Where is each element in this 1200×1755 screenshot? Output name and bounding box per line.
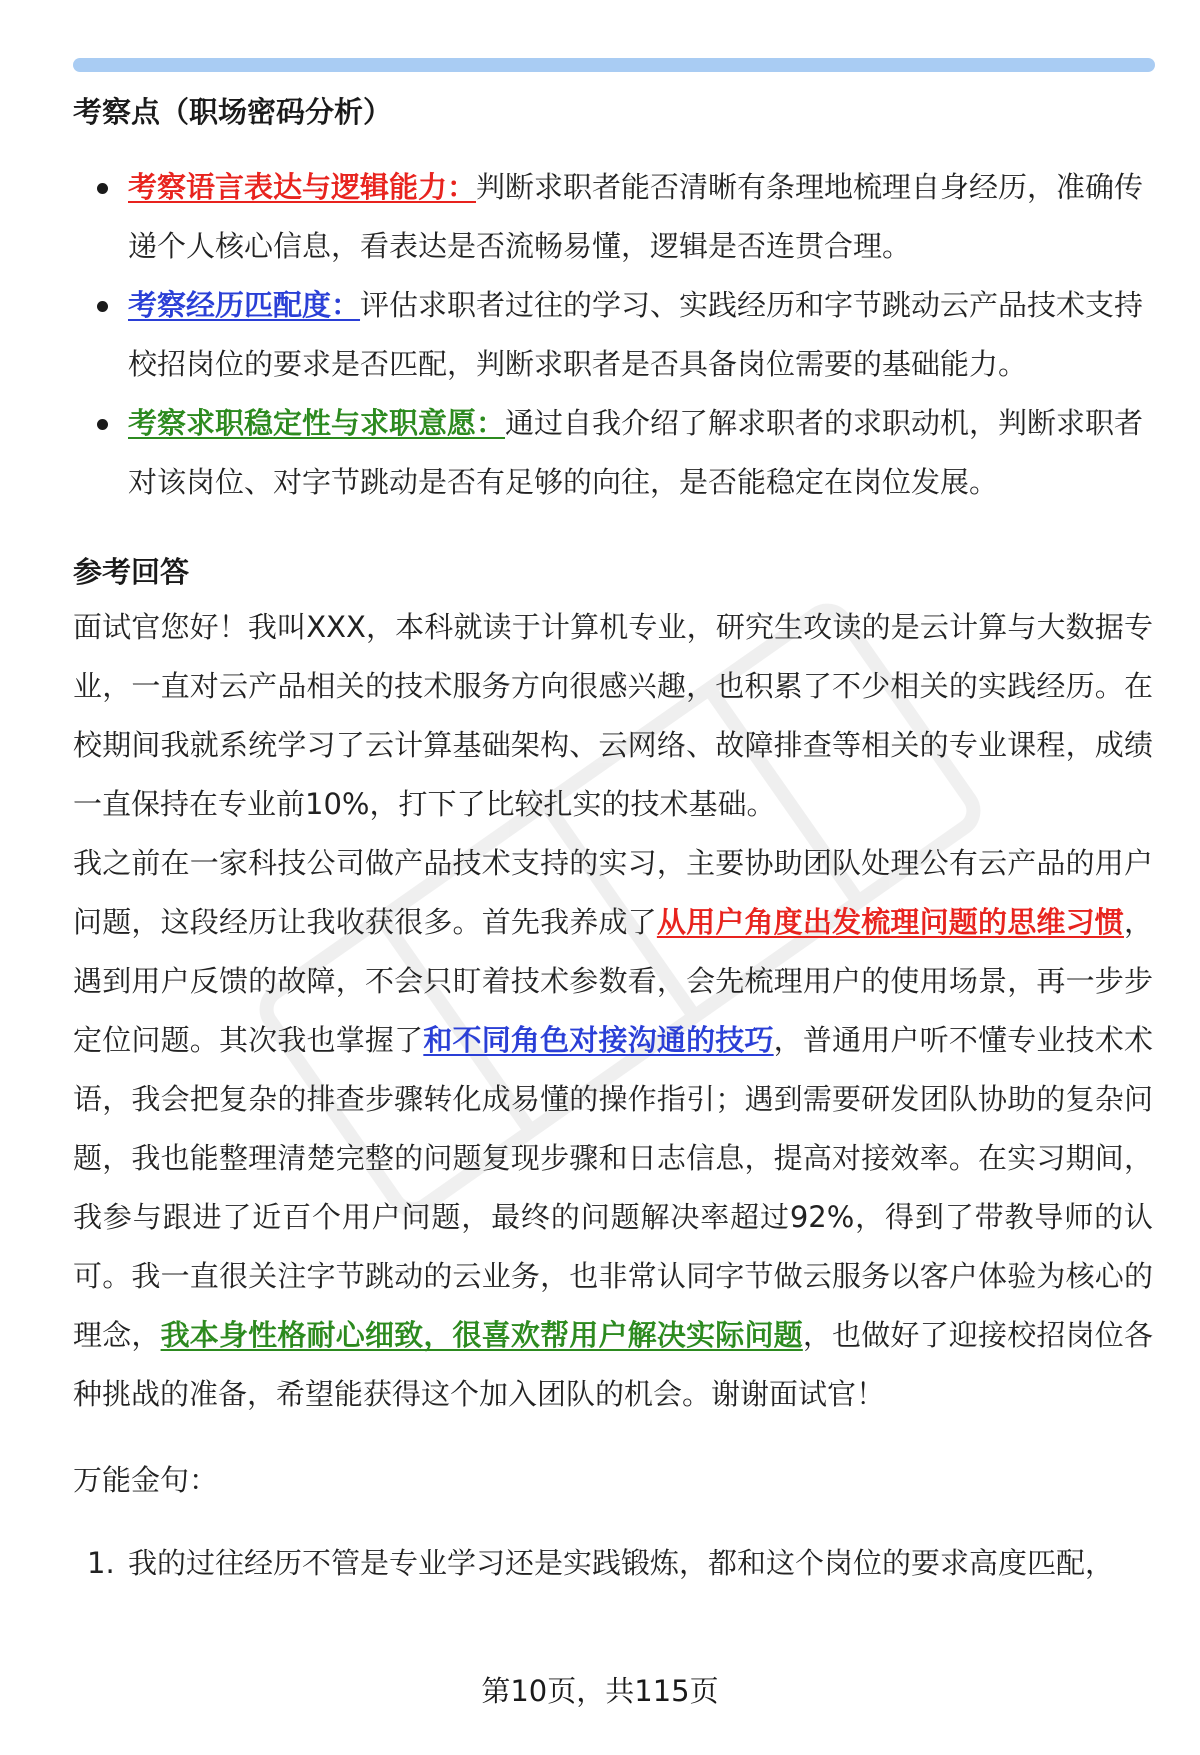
section-heading-answer: 参考回答	[73, 555, 190, 589]
para2-text: ，遇到用户反馈的故障，不会只盯着技术参数看，会先梳理用户的使用场景，再一步步定位问题。其次我也掌握了	[73, 905, 1153, 1057]
focus-point-stability	[73, 394, 1153, 512]
answer-paragraph-2	[73, 834, 1153, 1424]
focus-point-label: 考察求职稳定性与求职意愿：	[128, 406, 506, 440]
page-content	[73, 86, 1153, 1593]
para2-text: ，也做好了迎接校招岗位各种挑战的准备，希望能获得这个加入团队的机会。谢谢面试官！	[73, 1318, 1153, 1411]
focus-point-text: 通过自我介绍了解求职者的求职动机，判断求职者对该岗位、对字节跳动是否有足够的向往，是否能稳定在岗位发展。	[128, 406, 1144, 499]
para2-highlight-communication: 和不同角色对接沟通的技巧	[423, 1023, 774, 1057]
bullet-dot	[97, 183, 108, 194]
para2-text: ，普通用户听不懂专业技术术语，我会把复杂的排查步骤转化成易懂的操作指引；遇到需要研发团队协助的复杂问题，我也能整理清楚完整的问题复现步骤和日志信息，提高对接效率。在实习期间，我参与跟进了近百个用户问题，最终的问题解决率超过92%，得到了带教导师的认可。我一直很关注字节跳动的云业务，也非常认同字节做云服务以客户体验为核心的理念，	[73, 1023, 1153, 1352]
golden-sentence-text: 我的过往经历不管是专业学习还是实践锻炼，都和这个岗位的要求高度匹配，	[128, 1546, 1115, 1580]
focus-point-label: 考察语言表达与逻辑能力：	[128, 170, 477, 204]
para2-text: 我之前在一家科技公司做产品技术支持的实习，主要协助团队处理公有云产品的用户问题，这段经历让我收获很多。首先我养成了	[73, 846, 1153, 939]
focus-point-language	[73, 158, 1153, 276]
focus-points-list	[73, 158, 1153, 512]
bullet-dot	[97, 419, 108, 430]
answer-paragraph-1: 面试官您好！我叫XXX，本科就读于计算机专业，研究生攻读的是云计算与大数据专业，一直对云产品相关的技术服务方向很感兴趣，也积累了不少相关的实践经历。在校期间我就系统学习了云计算基础架构、云网络、故障排查等相关的专业课程，成绩一直保持在专业前10%，打下了比较扎实的技术基础。	[73, 610, 1153, 821]
header-accent-bar	[73, 58, 1155, 72]
para2-highlight-personality: 我本身性格耐心细致，很喜欢帮用户解决实际问题	[160, 1318, 803, 1352]
page-number-footer: 第10页，共115页	[481, 1674, 719, 1708]
bullet-dot	[97, 301, 108, 312]
focus-point-label: 考察经历匹配度：	[128, 288, 361, 322]
focus-point-text: 判断求职者能否清晰有条理地梳理自身经历，准确传递个人核心信息，看表达是否流畅易懂，逻辑是否连贯合理。	[128, 170, 1144, 263]
list-number: 1.	[87, 1546, 115, 1580]
section-heading-focus: 考察点（职场密码分析）	[73, 95, 393, 129]
para2-highlight-user-thinking: 从用户角度出发梳理问题的思维习惯	[656, 905, 1124, 939]
golden-sentences-list	[73, 1534, 1153, 1593]
golden-sentences-title: 万能金句：	[73, 1463, 219, 1497]
focus-point-text: 评估求职者过往的学习、实践经历和字节跳动云产品技术支持校招岗位的要求是否匹配，判断求职者是否具备岗位需要的基础能力。	[128, 288, 1144, 381]
focus-point-experience	[73, 276, 1153, 394]
golden-sentence-item	[73, 1534, 1153, 1593]
